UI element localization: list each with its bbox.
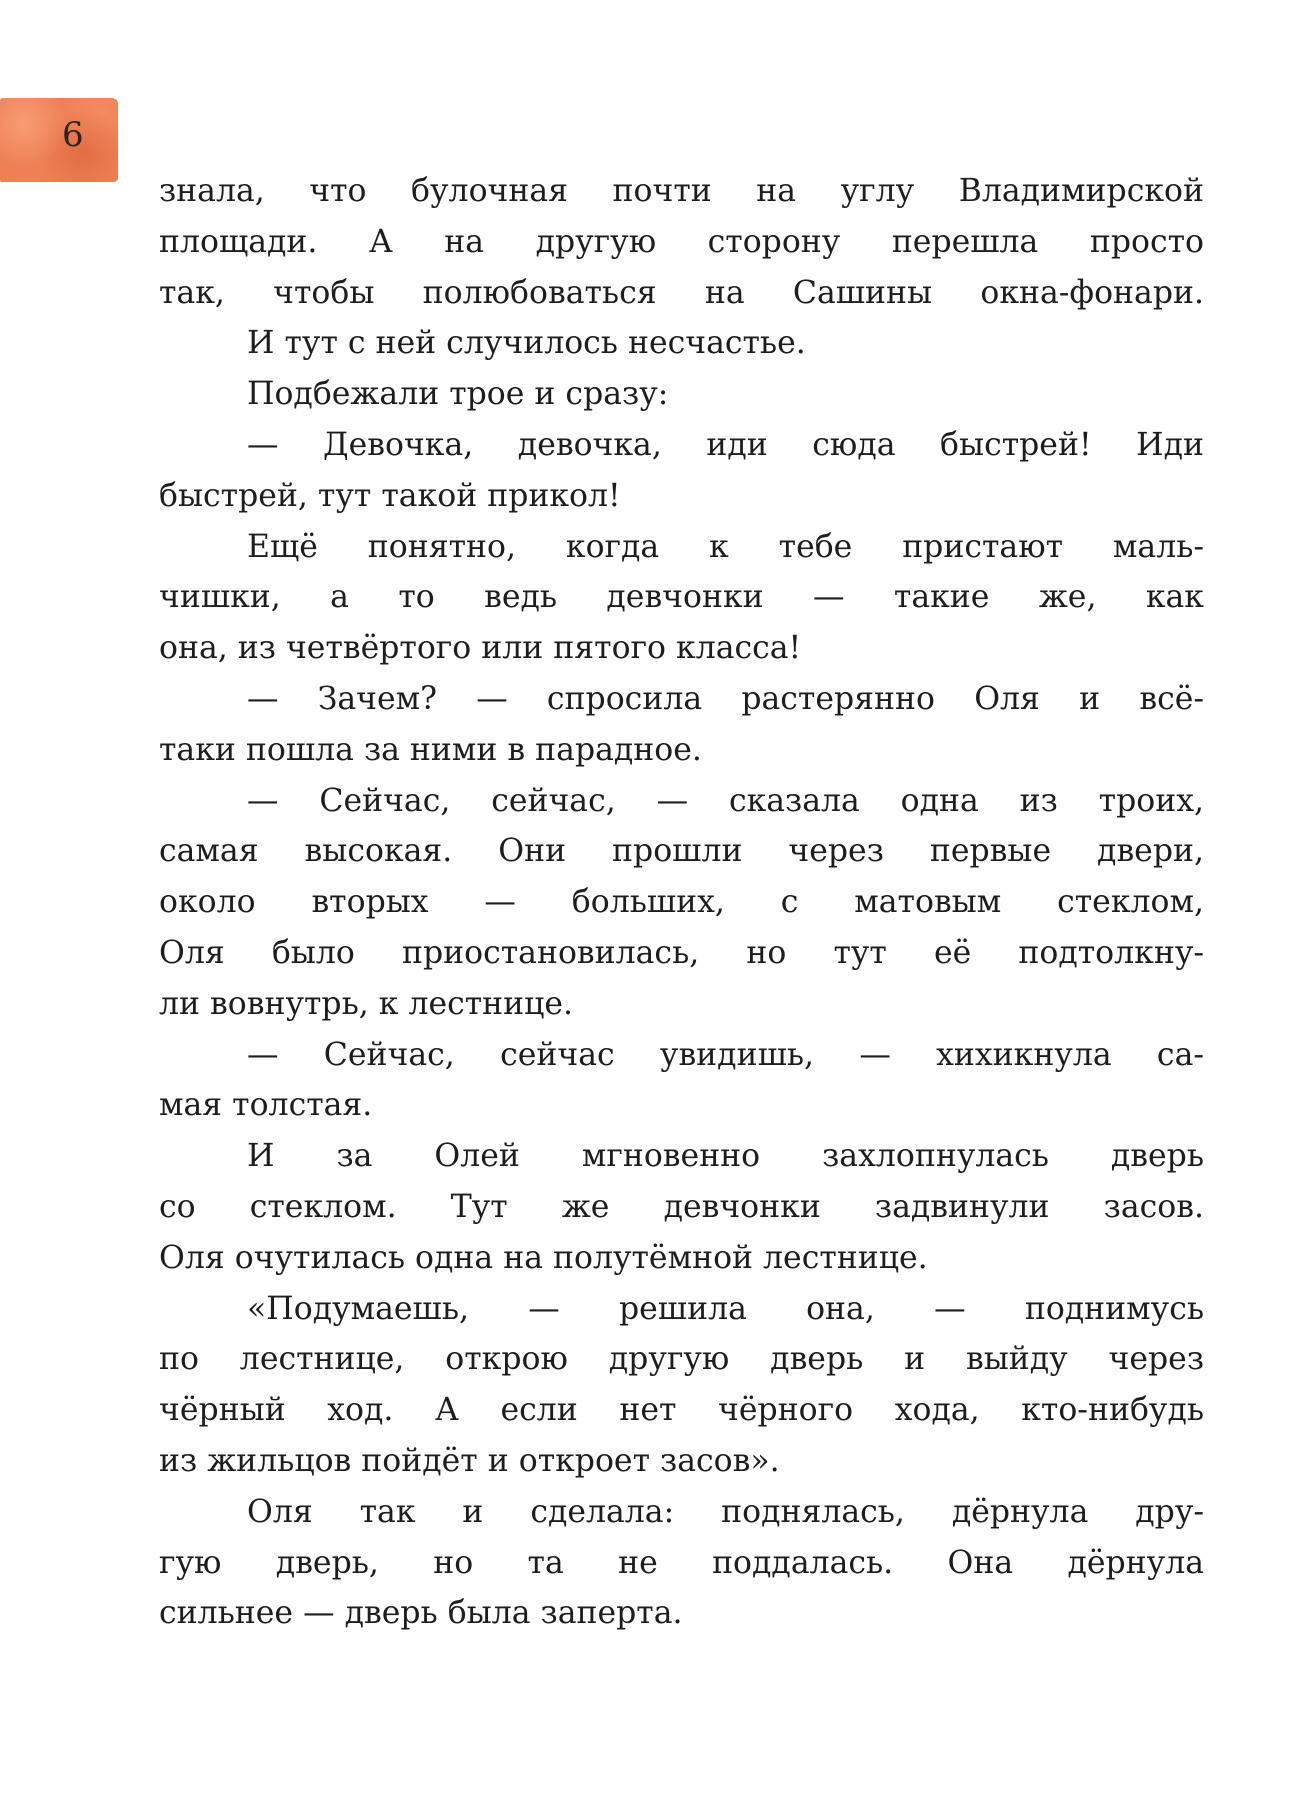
text-line: — Сейчас, сейчас увидишь, — хихикнула са- [247,1036,1204,1073]
text-line: Оля так и сделала: поднялась, дёрнула дру- [247,1493,1204,1530]
text-line: так, чтобы полюбоваться на Сашины окна-фонари. [159,274,1204,311]
text-line: Оля очутилась одна на полутёмной лестнице. [159,1239,928,1276]
page-text [159,166,1204,1639]
text-line: чёрный ход. А если нет чёрного хода, кто-нибудь [159,1392,1204,1429]
text-line: чишки, а то ведь девчонки — такие же, как [159,579,1204,616]
text-line: сильнее — дверь была заперта. [159,1595,683,1632]
text-line: быстрей, тут такой прикол! [159,477,621,514]
text-line: ли вовнутрь, к лестнице. [159,985,574,1022]
page-number: 6 [62,115,84,155]
text-line: «Подумаешь, — решила она, — поднимусь [247,1290,1204,1327]
text-line: знала, что булочная почти на углу Владимирской [159,173,1204,209]
page-number-tab [0,98,118,182]
text-line: она, из четвёртого или пятого класса! [159,630,802,667]
text-line: — Зачем? — спросила растерянно Оля и всё- [247,680,1204,717]
text-line: Ещё понятно, когда к тебе пристают маль- [247,528,1204,565]
text-line: самая высокая. Они прошли через первые двери, [159,833,1204,870]
text-line: мая толстая. [159,1087,373,1124]
text-line: по лестнице, открою другую дверь и выйду через [159,1341,1204,1378]
text-line: около вторых — больших, с матовым стеклом, [159,884,1204,921]
text-line: — Сейчас, сейчас, — сказала одна из троих, [247,782,1204,819]
text-line: Подбежали трое и сразу: [247,376,669,413]
text-line: площади. А на другую сторону перешла просто [159,223,1204,260]
text-line: И за Олей мгновенно захлопнулась дверь [247,1138,1204,1175]
text-line: Оля было приостановилась, но тут её подтолкну- [159,934,1204,971]
text-line: — Девочка, девочка, иди сюда быстрей! Иди [247,426,1204,463]
text-line: гую дверь, но та не поддалась. Она дёрнула [159,1544,1204,1581]
text-line: из жильцов пойдёт и откроет засов». [159,1442,780,1479]
text-line: таки пошла за ними в парадное. [159,731,702,768]
text-line: со стеклом. Тут же девчонки задвинули засов. [159,1188,1204,1225]
text-line: И тут с ней случилось несчастье. [247,325,806,362]
